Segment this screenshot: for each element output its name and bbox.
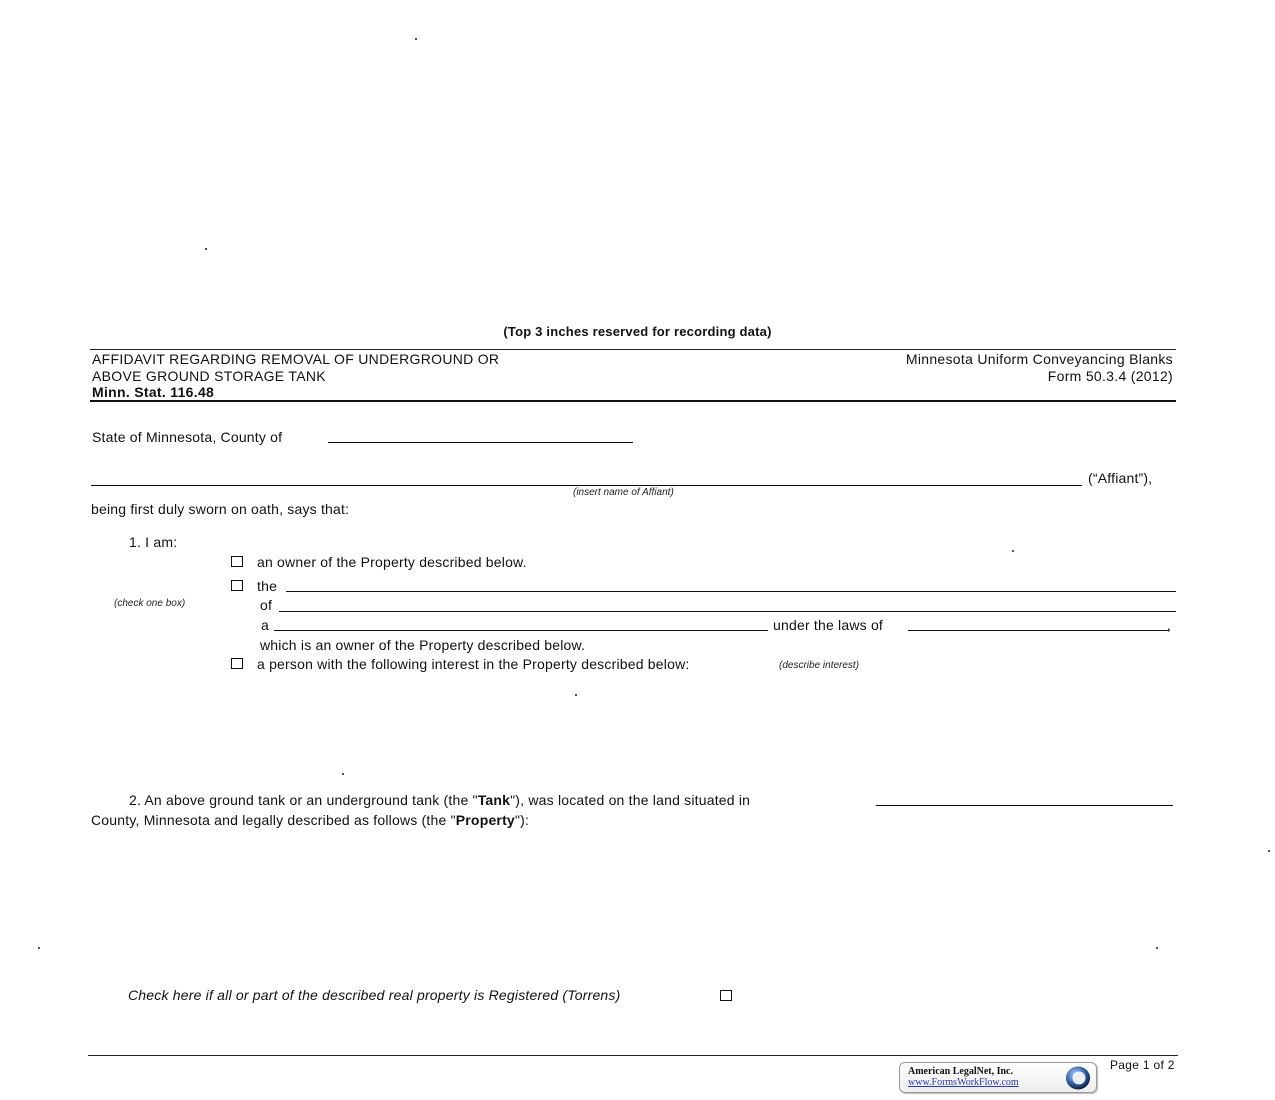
- owner-checkbox[interactable]: [231, 556, 243, 567]
- recording-reserved-note: (Top 3 inches reserved for recording data): [503, 324, 772, 339]
- logo-company: American LegalNet, Inc.: [908, 1066, 1013, 1077]
- section2-line1-middle: "), was located on the land situated in: [510, 792, 751, 808]
- scan-speck: [575, 694, 577, 696]
- form-series-block: [906, 351, 1173, 384]
- form-title-line2: ABOVE GROUND STORAGE TANK: [92, 367, 326, 384]
- form-title-line1: AFFIDAVIT REGARDING REMOVAL OF UNDERGROUND OR: [92, 351, 500, 367]
- section2-line2-suffix: "):: [514, 812, 530, 828]
- describe-interest-hint: (describe interest): [779, 660, 860, 671]
- section2-line2: [91, 812, 529, 828]
- form-series: Minnesota Uniform Conveyancing Blanks: [905, 351, 1173, 367]
- tank-term: Tank: [477, 792, 511, 808]
- entity-title-field[interactable]: [286, 591, 1176, 592]
- entity-laws-label: under the laws of: [773, 617, 884, 633]
- entity-trailer: which is an owner of the Property described below.: [260, 637, 586, 653]
- affiant-name-field[interactable]: [91, 485, 1082, 486]
- form-title-block: [92, 351, 499, 401]
- header-top-rule: [90, 349, 1176, 350]
- logo-url-link[interactable]: www.FormsWorkFlow.com: [908, 1077, 1019, 1088]
- entity-a-label: a: [261, 617, 269, 633]
- statute-reference: Minn. Stat. 116.48: [92, 384, 215, 400]
- torrens-checkbox[interactable]: [720, 990, 732, 1001]
- interest-checkbox[interactable]: [231, 658, 243, 669]
- scan-speck: [1268, 850, 1270, 852]
- entity-laws-suffix: ,: [1167, 617, 1172, 633]
- venue-label: State of Minnesota, County of: [92, 429, 283, 445]
- entity-checkbox[interactable]: [231, 580, 243, 591]
- county-field[interactable]: [328, 442, 633, 443]
- entity-type-field[interactable]: [274, 630, 768, 631]
- scan-speck: [1156, 947, 1158, 949]
- oath-statement: being first duly sworn on oath, says that:: [91, 501, 350, 517]
- scan-speck: [38, 947, 40, 949]
- land-county-field[interactable]: [876, 805, 1173, 806]
- scan-speck: [342, 773, 344, 775]
- property-term: Property: [455, 812, 515, 828]
- entity-the-label: the: [257, 578, 278, 594]
- option-owner-label: an owner of the Property described below.: [257, 554, 527, 570]
- option-interest-label: a person with the following interest in the Property described below:: [257, 656, 690, 672]
- american-legalnet-logo[interactable]: [899, 1062, 1097, 1093]
- section1-heading: 1. I am:: [129, 534, 178, 550]
- affiant-suffix: (“Affiant”),: [1088, 470, 1153, 486]
- check-one-box-hint: (check one box): [114, 598, 186, 609]
- scan-speck: [205, 248, 207, 250]
- interest-description-area[interactable]: [257, 680, 1176, 770]
- globe-icon: [1063, 1065, 1093, 1091]
- section2-line2-prefix: County, Minnesota and legally described as follows (the ": [91, 812, 456, 828]
- torrens-label: Check here if all or part of the described real property is Registered (Torrens): [128, 987, 621, 1003]
- entity-jurisdiction-field[interactable]: [908, 630, 1169, 631]
- scan-speck: [1012, 550, 1014, 552]
- page-number: Page 1 of 2: [1110, 1058, 1175, 1072]
- section2-line1: [129, 792, 750, 808]
- affiant-name-hint: (insert name of Affiant): [573, 487, 674, 498]
- entity-of-label: of: [260, 597, 273, 613]
- form-number: Form 50.3.4 (2012): [1047, 367, 1173, 384]
- legal-description-area[interactable]: [91, 835, 1176, 975]
- entity-name-field[interactable]: [279, 611, 1176, 612]
- scan-speck: [415, 38, 417, 40]
- footer-rule: [88, 1055, 1178, 1056]
- section2-line1-prefix: 2. An above ground tank or an underground tank (the ": [129, 792, 478, 808]
